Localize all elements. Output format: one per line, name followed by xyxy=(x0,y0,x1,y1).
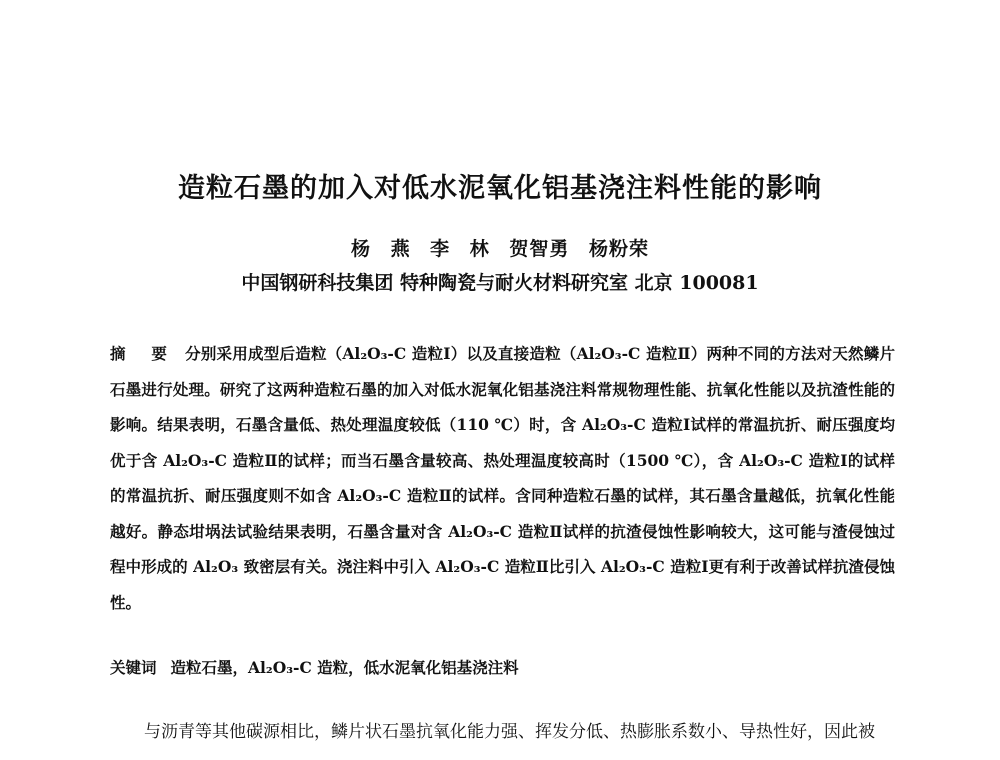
keywords-section xyxy=(110,652,895,684)
keywords-label: 关键词 xyxy=(110,658,157,677)
paper-title: 造粒石墨的加入对低水泥氧化铝基浇注料性能的影响 xyxy=(178,173,822,204)
abstract-text: 分别采用成型后造粒（Al₂O₃-C 造粒Ⅰ）以及直接造粒（Al₂O₃-C 造粒Ⅱ）两种不同的方法对天然鳞片石墨进行处理。研究了这两种造粒石墨的加入对低水泥氧化铝基浇注料常规物理性能、抗氧化性能以及抗渣性能的影响。结果表明，石墨含量低、热处理温度较低（110 ℃）时，含 Al₂O₃-C 造粒Ⅰ试样的常温抗折、耐压强度均优于含 Al₂O₃-C 造粒Ⅱ的试样；而当石墨含量较高、热处理温度较高时（1500 ℃），含 Al₂O₃-C 造粒Ⅰ的试样的常温抗折、耐压强度则不如含 Al₂O₃-C 造粒Ⅱ的试样。含同种造粒石墨的试样，其石墨含量越低，抗氧化性能越好。静态坩埚法试验结果表明，石墨含量对含 Al₂O₃-C 造粒Ⅱ试样的抗渣侵蚀性影响较大，这可能与渣侵蚀过程中形成的 Al₂O₃ 致密层有关。浇注料中引入 Al₂O₃-C 造粒Ⅱ比引入 Al₂O₃-C 造粒Ⅰ更有利于改善试样抗渣侵蚀性。 xyxy=(110,344,895,612)
abstract-section xyxy=(110,336,895,620)
abstract-label: 摘 要 xyxy=(110,344,178,363)
body-paragraph: 与沥青等其他碳源相比，鳞片状石墨抗氧化能力强、挥发分低、热膨胀系数小、导热性好，因此被 xyxy=(144,722,875,742)
paper-authors: 杨 燕 李 林 贺智勇 杨粉荣 xyxy=(350,238,650,260)
paper-affiliation: 中国钢研科技集团 特种陶瓷与耐火材料研究室 北京 100081 xyxy=(241,272,759,294)
keywords-text: 造粒石墨，Al₂O₃-C 造粒，低水泥氧化铝基浇注料 xyxy=(170,658,519,677)
